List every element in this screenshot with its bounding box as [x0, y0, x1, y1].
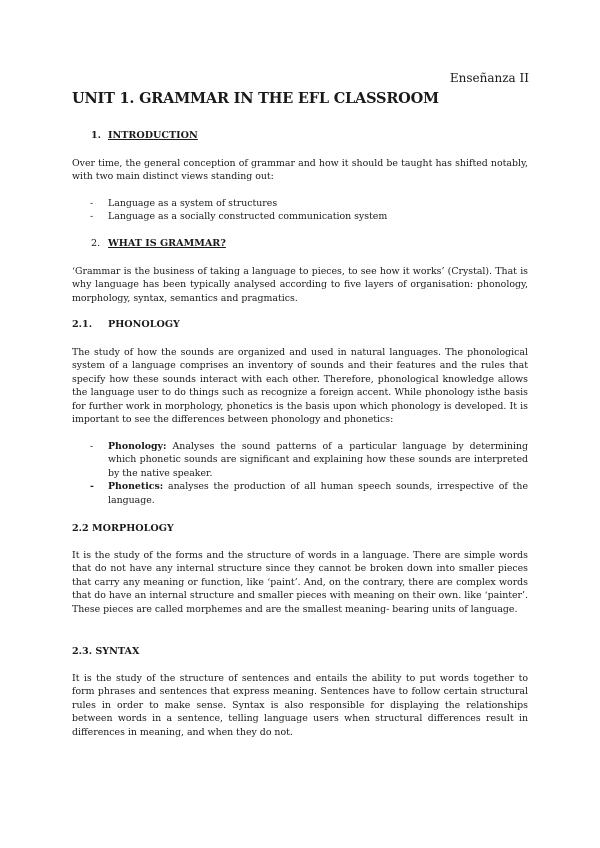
term-phonology: Phonology:	[108, 441, 167, 452]
list-item: - Phonology: Analyses the sound patterns of a particular language by determining which phonetic sounds are significant and explaining how these sounds are interpreted by the native speaker.	[90, 441, 528, 479]
morphology-paragraph: It is the study of the forms and the structure of words in a language. There are simple words that do not have any internal structure since they cannot be broken down into smaller pieces that carry any meaning or function, like ‘paint’. And, on the contrary, there are complex words that do have an internal structure and smaller pieces with meaning on their own. like ‘painter’. These pieces are called morphemes and are the smallest meaning- bearing units of language.	[72, 550, 528, 615]
section-label: 2.3. SYNTAX	[72, 646, 140, 657]
syntax-paragraph: It is the study of the structure of sentences and entails the ability to put words together to form phrases and sentences that express meaning. Sentences have to follow certain structural rules in order to make sense. Syntax is also responsible for displaying the relationships between words in a sentence, telling language users when structural differences result in differences in meaning, and when they do not.	[72, 673, 528, 738]
page-title: UNIT 1. GRAMMAR IN THE EFL CLASSROOM	[72, 90, 439, 107]
term-phonetics: Phonetics:	[108, 481, 164, 493]
section-label: 2.2 MORPHOLOGY	[72, 523, 174, 534]
list-item: - Language as a socially constructed communication system	[90, 211, 388, 223]
section-label: PHONOLOGY	[108, 319, 180, 330]
list-item: - Phonetics: analyses the production of all human speech sounds, irrespective of the language.	[90, 481, 528, 506]
section-heading-what-is-grammar	[91, 238, 226, 249]
section-heading-syntax	[72, 646, 139, 657]
section-number: 2.	[91, 238, 101, 249]
intro-list	[72, 197, 528, 224]
phonology-list	[72, 440, 528, 507]
header-subject: Enseñanza II	[449, 71, 529, 85]
section-number: 2.1.	[72, 319, 93, 330]
phonology-paragraph: The study of how the sounds are organized and used in natural languages. The phonological system of a language comprises an inventory of sounds and their features and the rules that specify how these sounds interact with each other. Therefore, phonological knowledge allows the language user to do things such as recognize a foreign accent. While phonology isthe basis for further work in morphology, phonetics is the basis upon which phonology is developed. It is important to see the differences between phonology and phonetics:	[72, 347, 528, 426]
section-heading-introduction	[91, 130, 198, 141]
intro-paragraph: Over time, the general conception of grammar and how it should be taught has shifted notably, with two main distinct views standing out:	[72, 158, 528, 183]
section-label: WHAT IS GRAMMAR?	[108, 238, 226, 249]
section-heading-phonology	[72, 319, 180, 330]
list-item: - Language as a system of structures	[90, 198, 278, 209]
section-number: 1.	[91, 130, 102, 141]
section-heading-morphology	[72, 523, 174, 534]
section-label: INTRODUCTION	[108, 130, 198, 141]
grammar-paragraph: ‘Grammar is the business of taking a language to pieces, to see how it works’ (Crystal). That is why language has been typically analysed according to five layers of organisation: phonology, morphology, syntax, semantics and pragmatics.	[72, 266, 528, 304]
